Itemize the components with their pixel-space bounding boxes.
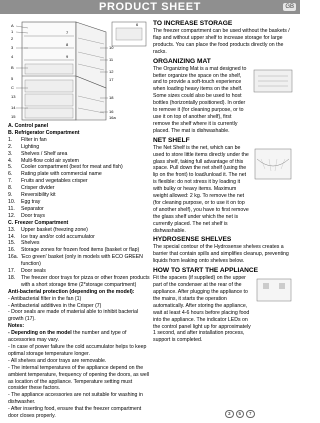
legend-item-text: Door trays	[21, 212, 45, 219]
note-item-text: - All shelves and door trays are removable.	[8, 357, 107, 364]
legend-item-text: Shelves	[21, 240, 40, 247]
label-6: 6	[136, 22, 139, 27]
legend-item-number: 17.	[8, 268, 16, 275]
note-item-text: - The appliance accessories are not suitable for washing in dishwasher.	[8, 392, 143, 406]
note-item	[8, 358, 150, 365]
start-appliance-text: Fit the spacers (if supplied) on the upper part of the condenser at the rear of the appliance. After plugging the appliance to the mains, it starts the operation automatically. After storing the appliance, wait at least 4-6 hours before placing food into the appliance. The indicator LEDs on the control panel light up for approximately 1 second, and after installation process, support is completed.	[153, 275, 251, 344]
legend-a: A. Control panel	[8, 123, 49, 129]
legend-item	[8, 234, 150, 241]
hydrosense-text: The special contour of the Hydrosense shelves creates a barrier that contain spills and simplifies cleanup, preventing liquids from leaking onto shelves below.	[153, 244, 289, 265]
legend-item	[8, 164, 150, 171]
legend-item-text: Cooler compartment (best for meat and fish)	[21, 164, 123, 171]
increase-storage-title: TO INCREASE STORAGE	[153, 20, 233, 27]
legend-item-number: 4.	[8, 157, 13, 164]
legend-item	[8, 151, 150, 158]
legend-item-number: 2.	[8, 143, 13, 150]
legend-item	[8, 185, 150, 192]
label-14: 14	[11, 105, 16, 110]
anti-bacterial-title: Anti-bacterial protection (depending on the model):	[8, 288, 135, 295]
label-2: 2	[11, 36, 14, 41]
increase-storage-text: The freezer compartment can be used without the baskets / flap and without upper shelf to increase storage for large products. You can place the food products directly on the racks.	[153, 28, 290, 55]
net-shelf-text: The Net Shelf is the net, which can be used to store little items directly under the glass shelf, taking full advantage of this space. Pull down the net shelf (using the lip on the front) to load/unload it. The net is flexible: do not stress it by loading it with bulky or heavy items. Maximum weight allowed: 2 kg. To remove the net (for cleaning purpose, or to use it on top of another shelf), you have to first remove the glass shelf under which the net is currently placed. The net shelf is dishwashable.	[153, 144, 249, 234]
legend-item-text: The freezer door trays for pizza or other frozen products with a short storage time (2*storage compartment)	[21, 274, 150, 288]
legend-item	[8, 178, 150, 185]
legend-item	[8, 171, 150, 178]
label-b: B	[11, 65, 14, 70]
legend-item	[8, 158, 150, 165]
notes-list	[8, 330, 150, 420]
legend-item-text: Multi-flow cold air system	[21, 157, 79, 164]
legend-item	[8, 275, 150, 289]
label-10: 10	[109, 45, 114, 50]
legend-item-number: 9.	[8, 192, 13, 199]
page-number-3: 7	[246, 410, 255, 418]
page-number-2: 5	[236, 410, 245, 418]
right-column	[153, 18, 293, 344]
organizing-mat-title: ORGANIZING MAT	[153, 57, 211, 65]
legend-item	[8, 206, 150, 213]
legend-item-text: Separator	[21, 205, 44, 212]
legend-list-fridge	[8, 137, 150, 220]
legend-item-number: 7.	[8, 178, 13, 185]
label-8: 8	[66, 42, 69, 47]
legend-item-number: 6.	[8, 171, 13, 178]
legend-item-number: 10.	[8, 198, 16, 205]
organizing-mat-image	[253, 66, 293, 96]
note-item-text: the number and type of accessories may vary.	[8, 330, 127, 344]
note-item	[8, 392, 150, 406]
label-11: 11	[109, 57, 114, 62]
note-item	[8, 330, 150, 344]
legend-item-number: 14.	[8, 233, 16, 240]
legend-item-number: 8.	[8, 185, 13, 192]
legend-item	[8, 268, 150, 275]
legend-item-number: 18.	[8, 274, 16, 281]
label-17: 17	[109, 77, 114, 82]
legend-item-number: 1.	[8, 136, 13, 143]
legend-item-text: Fruits and vegetables crisper	[21, 178, 88, 185]
legend-item-text: Rating plate with commercial name	[21, 171, 102, 178]
label-5: 5	[11, 76, 14, 81]
legend-item-text: Filter in fan	[21, 136, 47, 143]
legend-item	[8, 144, 150, 151]
legend-item-number: 16.	[8, 247, 16, 254]
label-7: 7	[66, 30, 69, 35]
legend-item	[8, 137, 150, 144]
fridge-illustration	[8, 18, 150, 123]
legend-item-number: 11.	[8, 205, 15, 212]
legend-item-number: 12.	[8, 212, 16, 219]
legend-item	[8, 227, 150, 234]
label-4: 4	[11, 54, 14, 59]
legend-c: C. Freezer Compartment	[8, 219, 69, 226]
note-item-text: - The internal temperatures of the appliance depend on the ambient temperature, frequency of opening the doors, as well as location of the appliance. Temperature setting must consider these factors.	[8, 364, 150, 392]
label-12: 12	[109, 69, 114, 74]
legend-item-text: Reversibility kit	[21, 192, 56, 199]
label-13: 13	[11, 94, 16, 99]
legend-item-number: 5.	[8, 164, 13, 171]
start-appliance-title: HOW TO START THE APPLIANCE	[153, 267, 259, 275]
page-number-1: 3	[225, 410, 234, 418]
note-item	[8, 344, 150, 358]
legend-item	[8, 199, 150, 206]
note-item-text: - After inserting food, ensure that the freezer compartment door closes properly.	[8, 406, 142, 420]
net-shelf-title: NET SHELF	[153, 136, 190, 144]
anti-bacterial-item: - Antibacterial additives in the Crisper (7)	[8, 302, 102, 309]
hydrosense-title: HYDROSENSE SHELVES	[153, 236, 232, 244]
label-15: 15	[11, 114, 16, 119]
label-16a: 16a	[109, 115, 116, 120]
legend-item	[8, 254, 150, 268]
legend-item-text: Upper basket (freezing zone)	[21, 226, 88, 233]
spacer-image	[255, 275, 293, 305]
legend-item-text: Door seals	[21, 268, 46, 275]
legend-item-text: Crisper divider	[21, 185, 55, 192]
label-16: 16	[109, 109, 114, 114]
page-title: PRODUCT SHEET	[99, 1, 201, 13]
label-18: 18	[109, 95, 114, 100]
label-1: 1	[11, 29, 14, 34]
label-3: 3	[11, 45, 14, 50]
header-bar	[0, 0, 300, 14]
note-item	[8, 406, 150, 420]
legend-item-number: 3.	[8, 150, 13, 157]
legend-item-text: Lighting	[21, 143, 40, 150]
fridge-diagram	[8, 18, 150, 123]
legend-item-text: 'Eco green' basket (only in models with ECO GREEN function)	[21, 254, 143, 268]
notes-title: Notes:	[8, 323, 25, 330]
legend-list-freezer	[8, 227, 150, 289]
label-c: C	[11, 85, 14, 90]
anti-bacterial-item: - Antibacterial filter in the fan (1)	[8, 295, 82, 302]
left-column	[8, 18, 150, 420]
legend-item	[8, 192, 150, 199]
legend-item-number: 16a.	[8, 254, 19, 261]
net-shelf-image	[253, 145, 293, 185]
label-a: A	[11, 23, 14, 28]
label-9: 9	[66, 54, 69, 59]
page-numbers	[225, 410, 255, 418]
legend-item-text: Ice tray and/or cold accumulator	[21, 233, 95, 240]
legend-item	[8, 247, 150, 254]
legend-item	[8, 240, 150, 247]
language-badge: GB	[285, 4, 294, 10]
legend-item-number: 15.	[8, 240, 16, 247]
note-item-bold: - Depending on the model	[8, 330, 72, 337]
anti-bacterial-item: - Door seals are made of material able to inhibit bacterial growth (17).	[8, 309, 139, 323]
legend-item-text: Egg tray	[21, 198, 41, 205]
legend-item-text: Shelves / Shelf area	[21, 150, 68, 157]
note-item	[8, 365, 150, 393]
legend-item	[8, 213, 150, 220]
note-item-text: - In case of power failure the cold accumulator helps to keep optimal storage temperature longer.	[8, 344, 147, 357]
legend-item-text: Storage zones for frozen food items (basket or flap)	[21, 247, 140, 254]
anti-bacterial-list	[8, 296, 150, 324]
organizing-mat-text: The Organizing Mat is a mat designed to better organize the space on the shelf, and to provide a soft-touch experience when loading heavy items on the shelf. Some sizes could also be used to host bottles (horizontally positioned). In order to remove it (for cleaning purpose, or to use it on top of another shelf), first remove the shelf where it is currently placed. The mat is dishwashable.	[153, 65, 247, 134]
legend-b: B. Refrigerator Compartment	[8, 129, 80, 136]
legend-item-number: 13.	[8, 226, 16, 233]
